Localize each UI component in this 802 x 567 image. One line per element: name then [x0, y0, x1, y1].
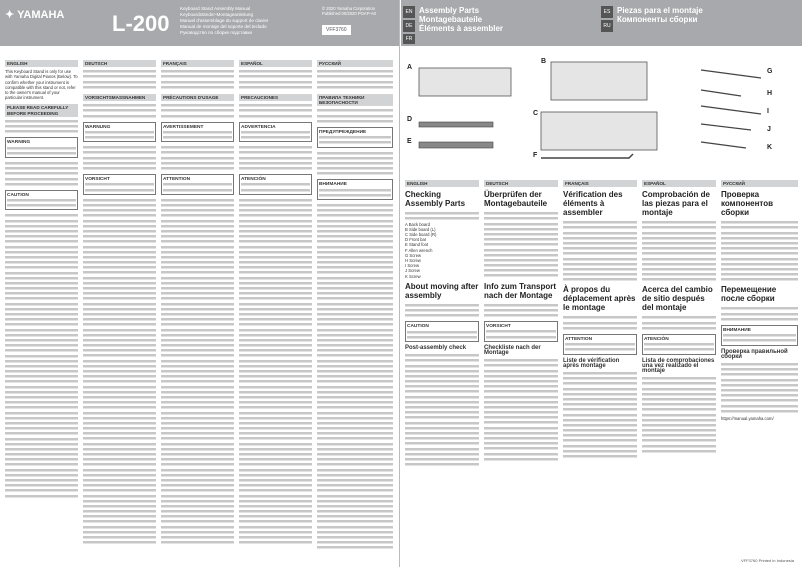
lang-heading: РУССКИЙ — [317, 60, 393, 67]
moving-heading: À propos du déplacement après le montage — [563, 285, 636, 313]
label-b: B — [541, 58, 547, 65]
lang-heading: ENGLISH — [5, 60, 78, 67]
label-d: D — [407, 116, 413, 123]
part-name: Side board (R) — [409, 231, 437, 237]
caution-box — [721, 325, 798, 346]
title-ru: Руководство по сборке подставки — [180, 30, 252, 35]
precautions-heading: PRÉCAUTIONS D'USAGE — [161, 94, 234, 101]
precautions-heading: PRECAUCIONES — [239, 94, 312, 101]
caution-box — [239, 174, 312, 195]
caution-title: ATENCIÓN — [241, 177, 266, 183]
part-item: A Back board — [405, 221, 430, 227]
caution-title: ATTENTION — [565, 337, 593, 343]
caution-box — [83, 174, 156, 195]
part-name: Screw — [407, 263, 419, 269]
moving-heading: Acerca del cambio de sitio después del montaje — [642, 285, 713, 313]
caution-box — [405, 321, 479, 342]
part-item: H Screw — [405, 258, 421, 263]
part-item: B Side board (L) — [405, 226, 436, 232]
label-a: A — [407, 64, 413, 71]
title-en: Keyboard Stand Assembly Manual — [180, 6, 251, 11]
part-name: Screw — [408, 268, 420, 274]
column-francais — [161, 60, 234, 555]
caution-title: ATENCIÓN — [644, 337, 669, 343]
right-column-espanol — [642, 180, 716, 558]
caution-title: VORSICHT — [85, 177, 110, 183]
caution-box — [563, 334, 637, 355]
lang-heading: DEUTSCH — [484, 180, 558, 187]
caution-title: VORSICHT — [486, 324, 511, 330]
cover-title-de: Montagebauteile — [419, 15, 483, 24]
lang-tag-en: EN — [403, 6, 415, 18]
warning-box — [317, 127, 393, 148]
warning-title: WARNING — [7, 140, 31, 146]
label-e: E — [407, 138, 412, 145]
checklist-heading: Post-assembly check — [405, 344, 467, 351]
part-b-side-board — [551, 62, 647, 100]
warning-box — [239, 122, 312, 143]
yamaha-logo: ✦ YAMAHA — [5, 9, 65, 21]
lang-heading: ENGLISH — [405, 180, 479, 187]
part-name: Screw — [409, 258, 421, 263]
screw-j — [701, 124, 751, 130]
warning-box — [83, 122, 156, 143]
part-item: C Side board (R) — [405, 231, 437, 237]
cover-title-ru: Компоненты сборки — [617, 15, 698, 24]
lang-heading: FRANÇAIS — [161, 60, 234, 67]
checking-heading: Comprobación de las piezas para el montaje — [642, 190, 711, 218]
moving-heading: About moving after assembly — [405, 281, 479, 300]
part-item: J Screw — [405, 268, 420, 274]
warning-title: AVERTISSEMENT — [163, 124, 204, 130]
title-es: Manual de montaje del soporte del teclado — [180, 24, 267, 29]
caution-box — [317, 179, 393, 200]
label-g: G — [767, 68, 773, 75]
part-name: Allen wrench — [408, 247, 433, 253]
checklist-heading: Liste de vérification après montage — [563, 357, 620, 369]
title-block-left — [419, 6, 503, 33]
lang-tag-ru: RU — [601, 20, 613, 32]
title-fr: Manuel d'assemblage du support de clavier — [180, 18, 269, 23]
screw-k — [701, 142, 746, 148]
model-number: L-200 — [112, 11, 170, 36]
title-block-right — [617, 6, 703, 24]
cover-title-es: Piezas para el montaje — [617, 6, 703, 15]
checking-heading: Überprüfen der Montagebauteile — [484, 190, 548, 209]
caution-title: CAUTION — [7, 192, 29, 198]
caution-title: ВНИМАНИЕ — [723, 328, 751, 334]
parts-illustration — [401, 50, 802, 172]
lang-tag-de: DE — [403, 20, 415, 32]
manual-url[interactable]: https://manual.yamaha.com/ — [721, 415, 774, 421]
column-russian — [317, 60, 393, 555]
caution-box — [484, 321, 558, 342]
part-item: E Stand foot — [405, 242, 429, 248]
caution-title: CAUTION — [407, 324, 429, 330]
part-e-stand-foot — [419, 142, 493, 148]
lang-tag-fr: FR — [403, 34, 415, 44]
header-bar-right — [401, 0, 802, 46]
header-bar — [0, 0, 399, 46]
precautions-heading: VORSICHTSMASSNAHMEN — [83, 94, 156, 101]
manual-titles — [180, 6, 268, 36]
part-name: Front bar — [409, 237, 427, 243]
column-espanol — [239, 60, 312, 555]
part-item: I Screw — [405, 263, 419, 269]
checklist-heading: Checkliste nach der Montage — [484, 344, 541, 356]
warning-box — [161, 122, 234, 143]
screw-g — [701, 70, 761, 78]
precautions-heading: ПРАВИЛА ТЕХНИКИ БЕЗОПАСНОСТИ — [317, 94, 393, 106]
warning-title: WARNUNG — [85, 124, 111, 130]
screw-h — [701, 90, 741, 96]
right-column-english — [405, 180, 479, 558]
footer-code: VFF3760 Printed in Indonesia — [741, 558, 794, 563]
label-h: H — [767, 90, 773, 97]
lang-heading: РУССКИЙ — [721, 180, 798, 187]
part-a-back-board — [419, 68, 511, 96]
copyright — [322, 6, 376, 16]
right-column-francais — [563, 180, 637, 558]
part-item: K Screw — [405, 273, 421, 279]
title-de: Keyboardständer-Montageanleitung — [180, 12, 254, 17]
checking-heading: Vérification des éléments à assembler — [563, 190, 623, 218]
column-english — [5, 60, 78, 555]
moving-heading: Перемещение после сборки — [721, 285, 777, 304]
part-item: D Front bar — [405, 237, 427, 243]
warning-title: ПРЕДУПРЕЖДЕНИЕ — [319, 129, 367, 135]
brand-name: YAMAHA — [17, 9, 65, 21]
warning-title: ADVERTENCIA — [241, 124, 276, 130]
doc-code: VFF3760 — [322, 25, 351, 35]
lang-heading: FRANÇAIS — [563, 180, 637, 187]
label-j: J — [767, 126, 771, 133]
moving-heading: Info zum Transport nach der Montage — [484, 281, 556, 300]
lang-heading: DEUTSCH — [83, 60, 156, 67]
part-name: Back board — [408, 221, 430, 227]
checking-heading: Checking Assembly Parts — [405, 190, 466, 209]
part-name: Stand foot — [408, 242, 429, 248]
lang-heading: ESPAÑOL — [239, 60, 312, 67]
label-k: K — [767, 144, 773, 151]
lang-tag-es: ES — [601, 6, 613, 18]
part-f-wrench — [541, 154, 633, 158]
caution-title: ATTENTION — [163, 177, 191, 183]
checklist-heading: Lista de comprobaciones una vez realizado el montaje — [642, 357, 715, 374]
warning-box — [5, 137, 78, 158]
left-page — [0, 0, 400, 567]
intro-text: This Keyboard Stand is only for use with Yamaha Digital Pianos (Below). To confirm whether your instrument is compatible with this stand or not, refer to the owner's manual of your particular instrument. — [5, 69, 78, 101]
part-c-side-board — [541, 112, 657, 150]
caution-title: ВНИМАНИЕ — [319, 182, 347, 188]
part-name: Screw — [409, 252, 422, 258]
caution-box — [5, 190, 78, 211]
label-c: C — [533, 110, 539, 117]
caution-box — [642, 334, 716, 355]
precautions-heading: PLEASE READ CAREFULLY BEFORE PROCEEDING — [5, 104, 78, 116]
part-name: Side board (L) — [408, 226, 436, 232]
right-column-russian — [721, 180, 798, 552]
screws-group — [701, 70, 761, 148]
right-column-deutsch — [484, 180, 558, 558]
right-page — [401, 0, 802, 567]
part-item: F Allen wrench — [405, 247, 433, 253]
lang-heading: ESPAÑOL — [642, 180, 716, 187]
label-i: I — [767, 108, 769, 115]
cover-title-fr: Éléments à assembler — [419, 24, 504, 33]
published-text: Published 00/2020 POAP-A0 — [322, 11, 377, 16]
part-d-front-bar — [419, 122, 493, 127]
part-name: Screw — [408, 273, 421, 279]
checklist-heading: Проверка правильной сборки — [721, 348, 788, 360]
part-item: G Screw — [405, 252, 422, 258]
parts-list — [405, 222, 479, 279]
checking-heading: Проверка компонентов сборки — [721, 190, 774, 218]
copyright-text: © 2020 Yamaha Corporation — [322, 6, 375, 11]
column-deutsch — [83, 60, 156, 555]
caution-box — [161, 174, 234, 195]
screw-i — [701, 106, 761, 114]
cover-title-en: Assembly Parts — [419, 6, 480, 15]
label-f: F — [533, 152, 538, 159]
